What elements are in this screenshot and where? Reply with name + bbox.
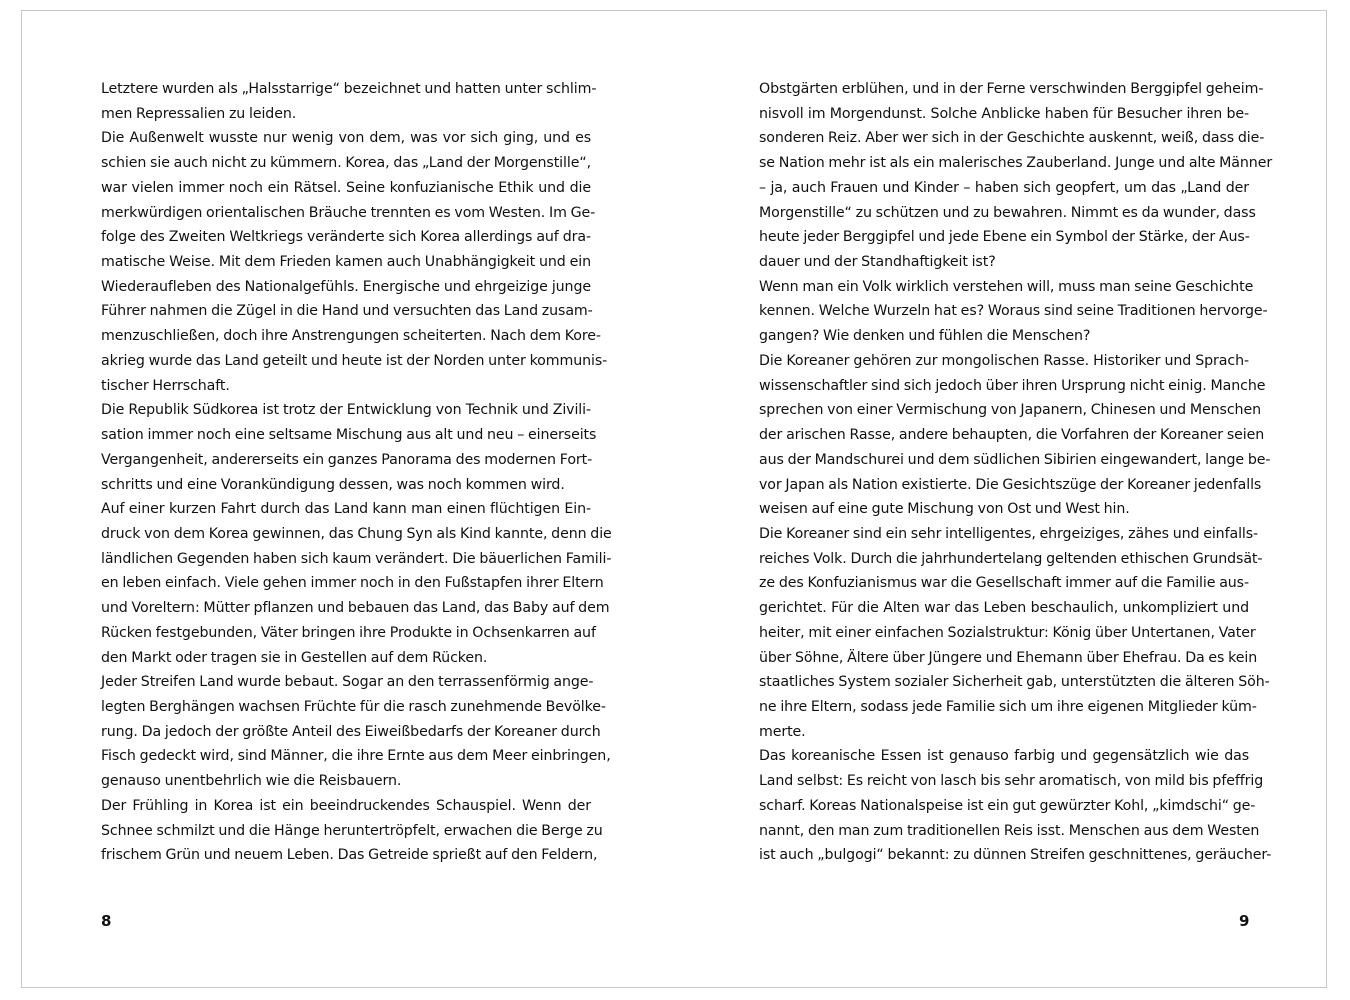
text-line: druck von dem Korea gewinnen, das Chung Syn als Kind kannte, denn die — [101, 525, 612, 542]
text-line: gangen? Wie denken und fühlen die Menschen? — [759, 328, 1091, 345]
text-line: Die Republik Südkorea ist trotz der Entwicklung von Technik und Zivili- — [101, 402, 591, 419]
text-line: ist auch „bulgogi“ bekannt: zu dünnen Streifen geschnittenes, geräucher- — [759, 847, 1272, 864]
text-line: gerichtet. Für die Alten war das Leben beschaulich, unkompliziert und — [759, 600, 1249, 617]
text-line: en leben einfach. Viele gehen immer noch in den Fußstapfen ihrer Eltern — [101, 575, 604, 592]
text-line: über Söhne, Ältere über Jüngere und Ehemann über Ehefrau. Da es kein — [759, 649, 1258, 666]
text-line: ze des Konfuzianismus war die Gesellschaft immer auf die Familie aus- — [759, 575, 1249, 592]
text-line: Obstgärten erblühen, und in der Ferne verschwinden Berggipfel geheim- — [759, 81, 1264, 97]
text-line: rung. Da jedoch der größte Anteil des Eiweißbedarfs der Koreaner durch — [101, 723, 601, 740]
text-line: sprechen von einer Vermischung von Japanern, Chinesen und Menschen — [759, 402, 1261, 419]
text-line: matische Weise. Mit dem Frieden kamen auch Unabhängigkeit und ein — [101, 254, 591, 271]
text-line: merkwürdigen orientalischen Bräuche trennten es vom Westen. Im Ge- — [101, 204, 596, 221]
text-line: und Voreltern: Mütter pflanzen und bebauen das Land, das Baby auf dem — [101, 600, 610, 617]
text-line: dauer und der Standhaftigkeit ist? — [759, 254, 996, 271]
text-line: men Repressalien zu leiden. — [101, 105, 297, 122]
text-line: Jeder Streifen Land wurde bebaut. Sogar an den terrassenförmig ange- — [101, 674, 594, 691]
text-line: Die Koreaner gehören zur mongolischen Rasse. Historiker und Sprach- — [759, 352, 1249, 369]
text-line: aus der Mandschurei und dem südlichen Sibirien eingewandert, lange be- — [759, 451, 1271, 468]
text-line: Schnee schmilzt und die Hänge heruntertröpfelt, erwachen die Berge zu — [101, 822, 603, 839]
text-line: Die Außenwelt wusste nur wenig von dem, was vor sich ging, und es — [101, 130, 591, 147]
text-line: reiches Volk. Durch die jahrhundertelang geltenden ethischen Grundsät- — [759, 550, 1263, 567]
text-line: ne ihre Eltern, sodass jede Familie sich um ihre eigenen Mitglieder küm- — [759, 698, 1257, 715]
text-line: war vielen immer noch ein Rätsel. Seine konfuzianische Ethik und die — [101, 179, 591, 196]
text-line: wissenschaftler sind sich jedoch über ihren Ursprung nicht einig. Manche — [759, 377, 1266, 394]
text-line: Auf einer kurzen Fahrt durch das Land kann man einen flüchtigen Ein- — [101, 501, 591, 518]
text-line: Letztere wurden als „Halsstarrige“ bezeichnet und hatten unter schlim- — [101, 81, 597, 97]
text-line: se Nation mehr ist als ein malerisches Zauberland. Junge und alte Männer — [759, 155, 1273, 172]
text-line: kennen. Welche Wurzeln hat es? Woraus sind seine Traditionen hervorge- — [759, 303, 1268, 320]
text-line: schritts und eine Vorankündigung dessen, was noch kommen wird. — [101, 476, 565, 493]
text-line: ländlichen Gegenden haben sich kaum verändert. Die bäuerlichen Famili- — [101, 550, 612, 567]
text-line: – ja, auch Frauen und Kinder – haben sich geopfert, um das „Land der — [759, 179, 1249, 196]
text-line: Wiederaufleben des Nationalgefühls. Energische und ehrgeizige junge — [101, 278, 591, 295]
text-line: nisvoll im Morgendunst. Solche Anblicke haben für Besucher ihren be- — [759, 105, 1249, 122]
right-page-number: 9 — [1239, 912, 1250, 930]
text-line: sonderen Reiz. Aber wer sich in der Geschichte auskennt, weiß, dass die- — [759, 130, 1265, 147]
left-page-number: 8 — [101, 912, 112, 930]
text-line: den Markt oder tragen sie in Gestellen auf dem Rücken. — [101, 649, 488, 666]
text-line: menzuschließen, doch ihre Anstrengungen scheiterten. Nach dem Kore- — [101, 328, 601, 345]
text-line: frischem Grün und neuem Leben. Das Getreide sprießt auf den Feldern, — [101, 847, 598, 864]
text-line: heiter, mit einer einfachen Sozialstruktur: König über Untertanen, Vater — [759, 624, 1256, 641]
text-line: Vergangenheit, andererseits ein ganzes Panorama des modernen Fort- — [101, 451, 593, 468]
text-line: staatliches System sozialer Sicherheit gab, unterstützten die älteren Söh- — [759, 674, 1270, 691]
text-line: akrieg wurde das Land geteilt und heute ist der Norden unter kommunis- — [101, 352, 608, 369]
text-line: Wenn man ein Volk wirklich verstehen will, muss man seine Geschichte — [759, 278, 1254, 295]
text-line: Der Frühling in Korea ist ein beeindruckendes Schauspiel. Wenn der — [101, 797, 591, 814]
text-line: Morgenstille“ zu schützen und zu bewahren. Nimmt es da wunder, dass — [759, 204, 1256, 221]
text-line: Fisch gedeckt wird, sind Männer, die ihre Ernte aus dem Meer einbringen, — [101, 748, 611, 765]
text-line: tischer Herrschaft. — [101, 377, 230, 394]
text-line: merte. — [759, 723, 806, 740]
text-line: Land selbst: Es reicht von lasch bis sehr aromatisch, von mild bis pfeffrig — [759, 773, 1264, 790]
text-line: Führer nahmen die Zügel in die Hand und versuchten das Land zusam- — [101, 303, 593, 320]
text-line: weisen auf eine gute Mischung von Ost und West hin. — [759, 501, 1130, 518]
text-line: Das koreanische Essen ist genauso farbig und gegensätzlich wie das — [759, 748, 1249, 765]
text-line: scharf. Koreas Nationalspeise ist ein gut gewürzter Kohl, „kimdschi“ ge- — [759, 797, 1256, 814]
text-line: legten Berghängen wachsen Früchte für die rasch zunehmende Bevölke- — [101, 698, 606, 715]
text-line: vor Japan als Nation existierte. Die Gesichtszüge der Koreaner jedenfalls — [759, 476, 1262, 493]
text-line: Rücken festgebunden, Väter bringen ihre Produkte in Ochsenkarren auf — [101, 624, 596, 641]
text-line: schien sie auch nicht zu kümmern. Korea, das „Land der Morgenstille“, — [101, 155, 591, 172]
text-line: Die Koreaner sind ein sehr intelligentes, ehrgeiziges, zähes und einfalls- — [759, 525, 1259, 542]
text-line: folge des Zweiten Weltkriegs veränderte sich Korea allerdings auf dra- — [101, 229, 591, 246]
text-line: genauso unentbehrlich wie die Reisbauern. — [101, 773, 402, 790]
text-line: der arischen Rasse, andere behaupten, die Vorfahren der Koreaner seien — [759, 427, 1265, 444]
text-line: nannt, den man zum traditionellen Reis isst. Menschen aus dem Westen — [759, 822, 1260, 839]
left-page-text — [101, 77, 612, 868]
text-line: heute jeder Berggipfel und jede Ebene ein Symbol der Stärke, der Aus- — [759, 229, 1250, 246]
right-page-text — [759, 77, 1273, 868]
text-line: sation immer noch eine seltsame Mischung aus alt und neu – einerseits — [101, 427, 597, 444]
